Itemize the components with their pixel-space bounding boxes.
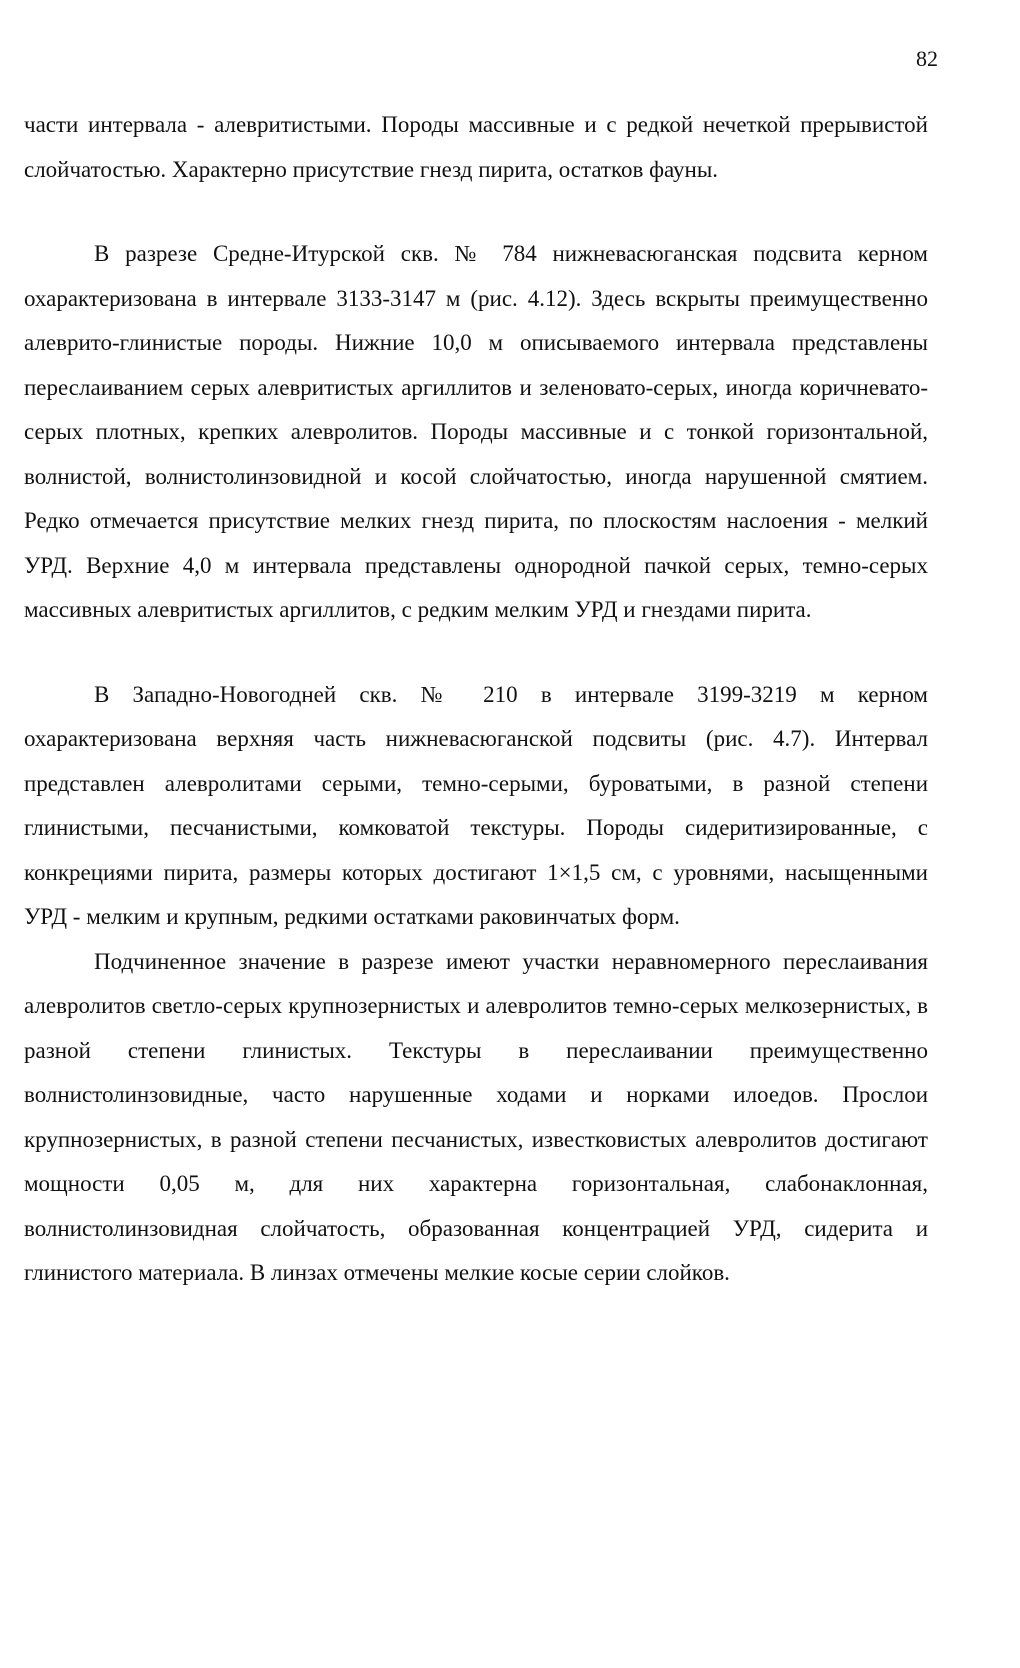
- paragraph-sredne-iturskaya: В разрезе Средне-Итурской скв. № 784 нижневасюганская подсвита керном охарактеризована в интервале 3133-3147 м (рис. 4.12). Здесь вскрыты преимущественно алеврито-глинистые породы. Нижние 10,0 м описываемого интервала представлены переслаиванием серых алевритистых аргиллитов и зеленовато-серых, иногда коричневато-серых плотных, крепких алевролитов. Породы массивные и с тонкой горизонтальной, волнистой, волнистолинзовидной и косой слойчатостью, иногда нарушенной смятием. Редко отмечается присутствие мелких гнезд пирита, по плоскостям наслоения - мелкий УРД. Верхние 4,0 м интервала представлены однородной пачкой серых, темно-серых массивных алевритистых аргиллитов, с редким мелким УРД и гнездами пирита.: [24, 241, 928, 622]
- paragraph-zapadno-novogodnyaya: В Западно-Новогодней скв. № 210 в интервале 3199-3219 м керном охарактеризована верхняя часть нижневасюганской подсвиты (рис. 4.7). Интервал представлен алевролитами серыми, темно-серыми, буроватыми, в разной степени глинистыми, песчанистыми, комковатой текстуры. Породы сидеритизированные, с конкрециями пирита, размеры которых достигают 1×1,5 см, с уровнями, насыщенными УРД - мелким и крупным, редкими остатками раковинчатых форм.: [24, 681, 928, 929]
- paragraph-continuation: части интервала - алевритистыми. Породы массивные и с редкой нечеткой прерывистой слойчатостью. Характерно присутствие гнезд пирита, остатков фауны.: [24, 112, 928, 182]
- page-number: 82: [916, 46, 938, 71]
- paragraph-subordinate-interbedding: Подчиненное значение в разрезе имеют участки неравномерного переслаивания алевролитов светло-серых крупнозернистых и алевролитов темно-серых мелкозернистых, в разной степени глинистых. Текстуры в переслаивании преимущественно волнистолинзовидные, часто нарушенные ходами и норками илоедов. Прослои крупнозернистых, в разной степени песчанистых, известковистых алевролитов достигают мощности 0,05 м, для них характерна горизонтальная, слабонаклонная, волнистолинзовидная слойчатость, образованная концентрацией УРД, сидерита и глинистого материала. В линзах отмечены мелкие косые серии слойков.: [24, 948, 928, 1285]
- body-text: [24, 103, 928, 1296]
